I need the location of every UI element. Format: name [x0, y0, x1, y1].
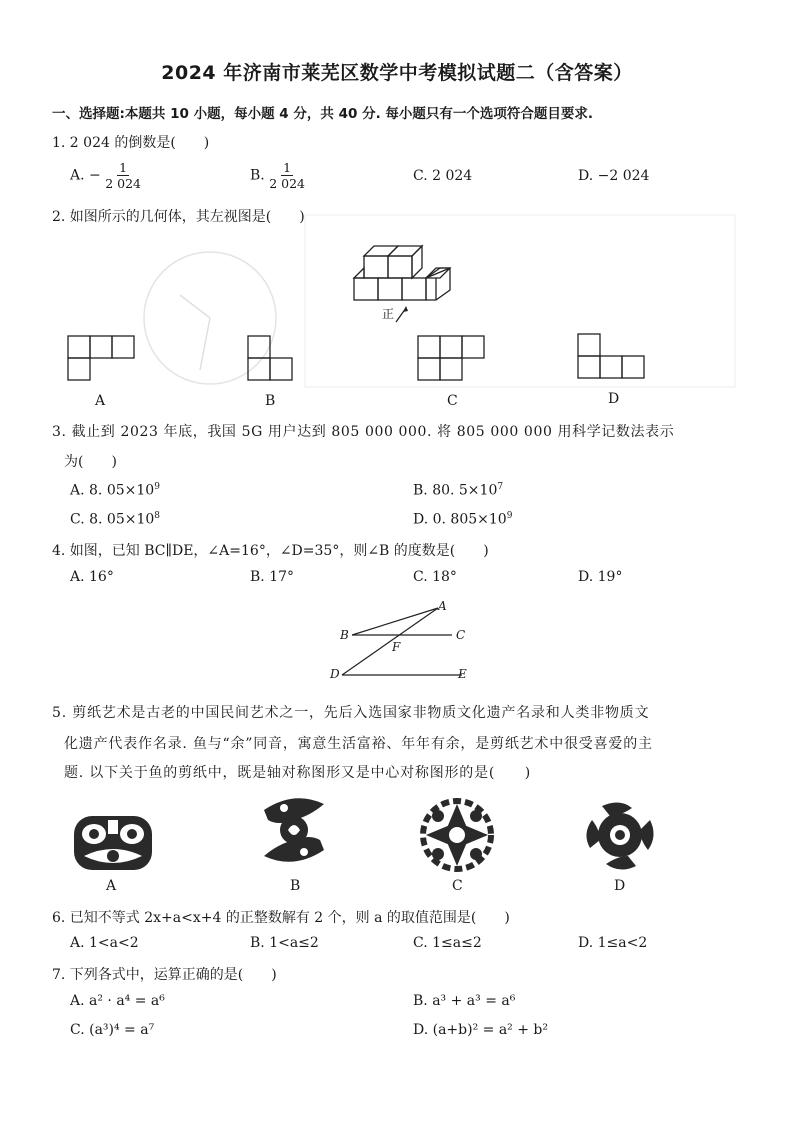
q1-stem: 1. 2 024 的倒数是( ) — [52, 135, 210, 151]
q3-option-c-text: C. 8. 05×10 — [70, 511, 155, 528]
q1-option-b-fraction — [269, 160, 305, 191]
q1-option-c: C. 2 024 — [413, 168, 473, 184]
q3-option-d — [413, 511, 512, 528]
q2-stem: 2. 如图所示的几何体，其左视图是( ) — [52, 209, 305, 225]
q7-option-a: A. a² · a⁴ = a⁶ — [70, 993, 165, 1009]
q4-option-c: C. 18° — [413, 569, 457, 585]
q1-option-b-numerator: 1 — [283, 160, 292, 175]
q1-option-a-prefix: A. − — [70, 167, 101, 184]
q5-option-a-papercut — [72, 812, 154, 874]
q2-label-a: A — [95, 393, 106, 409]
q1-option-b-prefix: B. — [250, 167, 265, 184]
q7-option-b: B. a³ + a³ = a⁶ — [413, 993, 516, 1009]
q4-point-f: F — [392, 640, 401, 654]
q4-option-a: A. 16° — [70, 569, 114, 585]
q3-option-c — [70, 511, 160, 528]
q4-point-a: A — [438, 599, 447, 613]
q5-label-a: A — [106, 878, 117, 894]
q6-option-c: C. 1≤a≤2 — [413, 935, 482, 951]
q2-label-b: B — [265, 393, 276, 409]
q4-option-d: D. 19° — [578, 569, 623, 585]
q5-stem-line3: 题. 以下关于鱼的剪纸中，既是轴对称图形又是中心对称图形的是( ) — [64, 765, 532, 781]
q7-stem: 7. 下列各式中，运算正确的是( ) — [52, 967, 277, 983]
section-heading: 一、选择题:本题共 10 小题，每小题 4 分，共 40 分. 每小题只有一个选项符合题目要求. — [52, 106, 594, 122]
q4-stem: 4. 如图，已知 BC∥DE，∠A=16°，∠D=35°，则∠B 的度数是( ) — [52, 543, 489, 559]
page-title: 2024 年济南市莱芜区数学中考模拟试题二（含答案） — [161, 62, 633, 84]
q5-option-c-papercut — [418, 796, 496, 874]
q5-option-d-papercut — [580, 796, 660, 874]
q3-option-d-text: D. 0. 805×10 — [413, 511, 507, 528]
q2-front-label: 正 — [382, 307, 395, 321]
q1-option-a-fraction — [105, 160, 141, 191]
q5-stem-line2: 化遗产代表作名录. 鱼与“余”同音，寓意生活富裕、年年有余，是剪纸艺术中很受喜爱的主 — [64, 736, 653, 752]
q4-point-c: C — [456, 628, 466, 642]
q3-option-a-text: A. 8. 05×10 — [70, 482, 155, 499]
q5-label-b: B — [290, 878, 301, 894]
q1-option-b — [250, 160, 305, 191]
q7-option-d: D. (a+b)² = a² + b² — [413, 1022, 548, 1038]
q3-option-a — [70, 482, 160, 499]
q6-stem: 6. 已知不等式 2x+a<x+4 的正整数解有 2 个，则 a 的取值范围是( ) — [52, 910, 510, 926]
q2-option-a-figure — [68, 336, 138, 386]
q1-option-a-numerator: 1 — [119, 160, 128, 175]
q6-option-b: B. 1<a≤2 — [250, 935, 319, 951]
q3-stem-line1: 3. 截止到 2023 年底，我国 5G 用户达到 805 000 000. 将 805 000 000 用科学记数法表示 — [52, 424, 675, 440]
q2-label-d: D — [608, 391, 620, 407]
q2-cube-solid-figure — [350, 236, 460, 326]
q1-option-b-denominator: 2 024 — [269, 176, 305, 191]
q3-option-d-exp: 9 — [506, 511, 513, 521]
q5-label-c: C — [452, 878, 463, 894]
q3-option-c-exp: 8 — [154, 511, 161, 521]
q1-option-d: D. −2 024 — [578, 168, 650, 184]
q7-option-c: C. (a³)⁴ = a⁷ — [70, 1022, 155, 1038]
q6-option-d: D. 1≤a<2 — [578, 935, 648, 951]
q3-option-a-exp: 9 — [154, 482, 160, 492]
q4-option-b: B. 17° — [250, 569, 295, 585]
q3-option-b — [413, 482, 503, 499]
q5-stem-line1: 5. 剪纸艺术是古老的中国民间艺术之一，先后入选国家非物质文化遗产名录和人类非物质文 — [52, 705, 650, 721]
q4-point-b: B — [340, 628, 349, 642]
q2-option-c-figure — [418, 336, 493, 386]
q2-option-d-figure — [578, 334, 653, 384]
q6-option-a: A. 1<a<2 — [70, 935, 139, 951]
q2-label-c: C — [447, 393, 458, 409]
q5-label-d: D — [614, 878, 626, 894]
q3-stem-line2: 为( ) — [64, 454, 117, 470]
q5-option-b-papercut — [254, 790, 334, 870]
q4-point-e: E — [458, 667, 467, 681]
q3-option-b-text: B. 80. 5×10 — [413, 482, 498, 499]
q3-option-b-exp: 7 — [497, 482, 504, 492]
q2-option-b-figure — [248, 336, 298, 386]
q4-point-d: D — [330, 667, 340, 681]
q1-option-a — [70, 160, 141, 191]
q1-option-a-denominator: 2 024 — [105, 176, 141, 191]
